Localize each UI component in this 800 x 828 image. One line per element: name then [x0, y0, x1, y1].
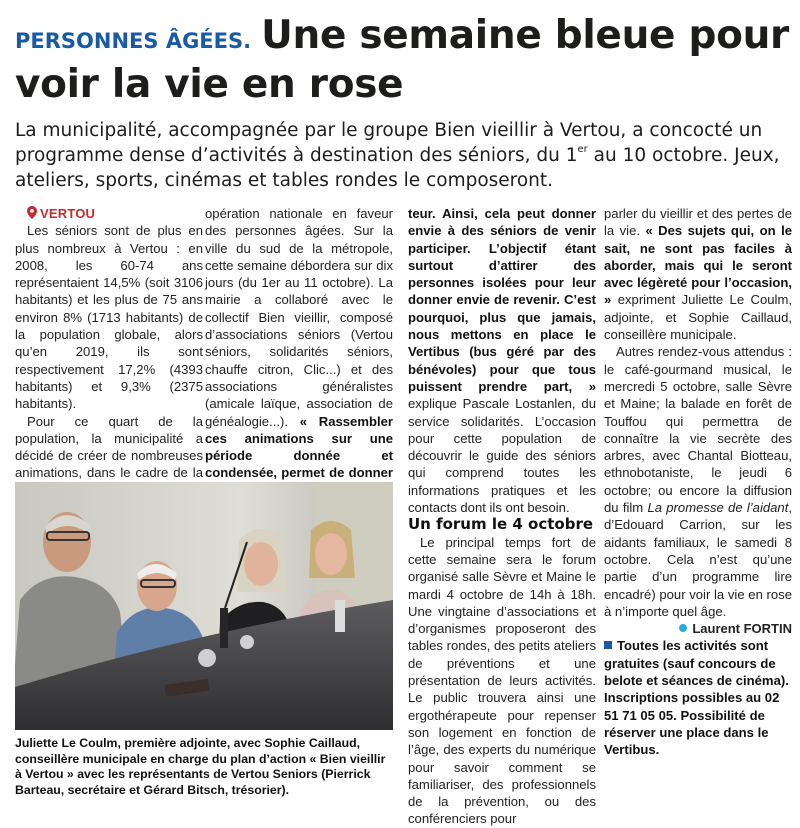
- location-tag: [15, 205, 203, 222]
- col4-text-2: expriment Juliette Le Coulm, adjointe, et Sophie Caillaud, conseillère municipale.: [604, 292, 792, 343]
- col4-paragraph-1: [604, 205, 792, 343]
- col4-text-4: , d’Edouard Carrion, sur les aidants familiaux, le samedi 8 octobre. Cela n’est qu’une partie d’un programme lire encadré) pour voir la vie en rose à n’importe quel âge.: [604, 500, 792, 619]
- headline-text: Une semaine bleue pour voir la vie en rose: [15, 13, 789, 107]
- col1-paragraph-1: Les séniors sont de plus en plus nombreux à Vertou : en 2008, les 60-74 ans représentaient 14,5% (soit 3106 habitants) et les plus de 75 ans environ 8% (1713 habitants) de la population globale, alors qu’en 2019, ils sont respectivement 17,2% (4393 habitants) et 9,3% (2375 habitants).: [15, 223, 203, 412]
- standfirst-text-1: La municipalité, accompagnée par le groupe Bien vieillir à Vertou, a concocté un programme dense d’activités à destination des séniors, du 1: [15, 120, 763, 166]
- col3-paragraph-1: [408, 205, 596, 516]
- col4-paragraph-2: [604, 343, 792, 620]
- col2-paragraph: [205, 205, 393, 499]
- location-text: VERTOU: [40, 206, 96, 221]
- col4-text-3: Autres rendez-vous attendus : le café-gourmand musical, le mercredi 5 octobre, salle Sèvre et Maine; la balade en forêt de Touffou qui permettra de connaître la vie secrète des arbres, avec Chantal Biotteau, ethnobotaniste, le jeudi 6 octobre; ou encore la diffusion du film: [604, 344, 792, 516]
- author-name: Laurent FORTIN: [692, 621, 792, 637]
- col4-text-1: parler du vieillir et des pertes de la vie.: [604, 206, 792, 239]
- col2-text: opération nationale en faveur des personnes âgées. Sur la ville du sud de la métropole, cette semaine débordera sur dix jours (du 1er au 11 octobre). La mairie a collaboré avec le collectif Bien vieillir, composé d’associations séniors (Vertou séniors, solidarités séniors, chauffe citron, Clic...) et des associations généralistes (amicale laïque, association de généalogie...).: [205, 206, 393, 429]
- column-4: [604, 205, 792, 759]
- column-1: [15, 205, 203, 499]
- column-3: [408, 205, 596, 828]
- location-pin-icon: [27, 206, 37, 219]
- standfirst: [15, 118, 790, 193]
- info-box: [604, 637, 792, 758]
- col3-paragraph-2: Le principal temps fort de cette semaine sera le forum organisé salle Sèvre et Maine le mardi 4 octobre de 14h à 18h. Une vingtaine d’associations et d’organismes proposeront des tables rondes, des petits ateliers de préventions et une présentation de leurs activités. Le public trouvera ainsi une ergothérapeute pour repenser son logement en fonction de l’âge, des experts du numérique pour savoir comment se familiariser, des professionnels de la prévention, ou des conférenciers pour: [408, 534, 596, 827]
- column-2: [205, 205, 393, 499]
- film-title: La promesse de l’aidant: [647, 500, 789, 516]
- article-photo: [15, 482, 393, 730]
- subheading-forum: Un forum le 4 octobre: [408, 515, 594, 534]
- info-box-text: Toutes les activités sont gratuites (sauf concours de belote et séances de cinéma). Inscriptions possibles au 02 51 71 05 05. Possibilité de réserver une place dans le Vertibus.: [604, 638, 789, 758]
- photo-caption: Juliette Le Coulm, première adjointe, avec Sophie Caillaud, conseillère municipale en charge du plan d’action « Bien vieillir à Vertou » avec les représentants de Vertou Seniors (Pierrick Barteau, secrétaire et Gérard Bitsch, trésorier).: [15, 736, 386, 797]
- col3-text: explique Pascale Lostanlen, du service solidarités. L’occasion pour cette population de découvrir le guide des séniors qui comprend toutes les informations pratiques et les contacts dont ils ont besoin.: [408, 396, 596, 516]
- kicker: PERSONNES ÂGÉES.: [15, 29, 252, 53]
- photo-illustration: [15, 482, 393, 730]
- standfirst-text-2: au 10 octobre. Jeux, ateliers, sports, cinémas et tables rondes le composeront.: [15, 145, 780, 191]
- author-bullet-icon: [679, 624, 687, 632]
- info-bullet-icon: [604, 641, 612, 649]
- col3-quote: teur. Ainsi, cela peut donner envie à des séniors de venir participer. L’objectif étant surtout d’attirer des personnes isolées pour leur donner envie de revenir. C’est pourquoi, plus que jamais, nous mettons en place le Vertibus (bus géré par des bénévoles) pour que tous puissent prendre part, »: [408, 206, 596, 394]
- col4-quote: « Des sujets qui, on le sait, ne sont pas faciles à aborder, mais qui le seront avec légèreté pour l’occasion, »: [604, 223, 792, 308]
- headline: [15, 14, 790, 106]
- col1-paragraph-2: Pour ce quart de la population, la municipalité a décidé de créer de nombreuses animations, dans le cadre de la: [15, 413, 203, 481]
- standfirst-sup: er: [577, 144, 588, 155]
- author-byline: [604, 620, 792, 637]
- col2-quote: « Rassembler ces animations sur une période donnée et condensée, permet de donner: [205, 413, 393, 481]
